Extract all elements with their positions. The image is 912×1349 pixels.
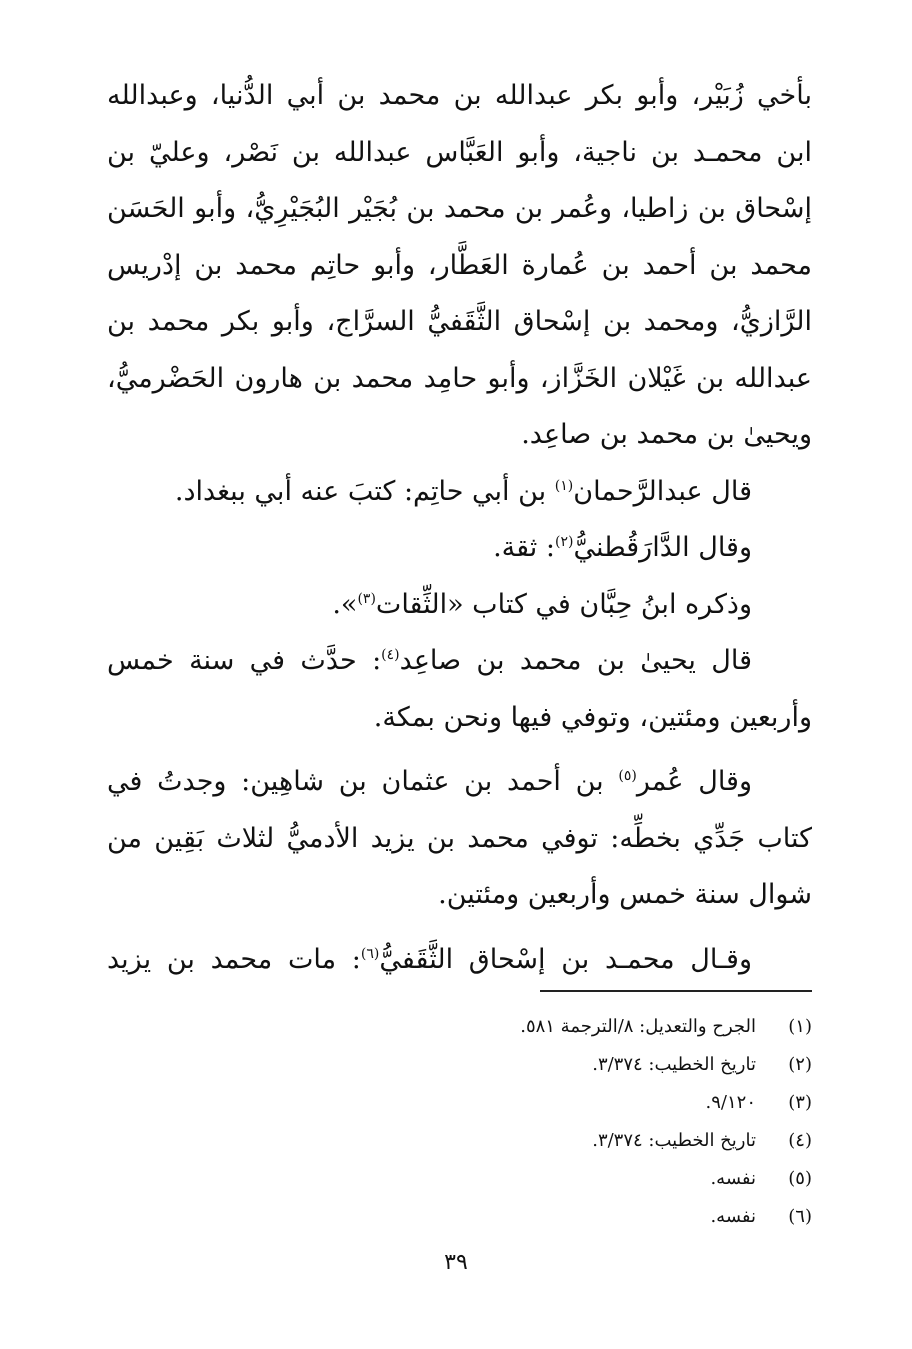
quote-text: وقال عُمر [636, 766, 752, 797]
body-line: ابن محمـد بن ناجية، وأبو العَبَّاس عبدالله بن نَصْر، وعليّ بن [107, 136, 812, 168]
quote-line: وأربعين ومئتين، وتوفي فيها ونحن بمكة. [373, 701, 812, 733]
quote-text: وذكره ابنُ حِبَّان في كتاب «الثِّقات [375, 588, 752, 620]
footnote-ref: (٥) [618, 768, 637, 784]
footnote [312, 1084, 812, 1122]
footnote [312, 1046, 812, 1084]
quote-line: شوال سنة خمس وأربعين ومئتين. [438, 879, 812, 910]
quote-text: بن أبي حاتِم: كتبَ عنه أبي ببغداد. [174, 475, 555, 507]
quote-text: وقال الدَّارَقُطنيُّ [573, 532, 752, 563]
footnote [312, 1122, 812, 1160]
footnote-ref: (١) [554, 477, 574, 494]
footnote-number: (٢) [788, 1054, 812, 1075]
footnote-number: (٦) [788, 1206, 812, 1227]
main-text [107, 68, 812, 988]
quote-text: ». [332, 588, 358, 620]
footnote-number: (٥) [788, 1168, 812, 1189]
quote-paragraph [107, 754, 812, 811]
footnote-number: (١) [788, 1016, 812, 1037]
body-line: الرَّازيُّ، ومحمد بن إسْحاق الثَّقَفيُّ السرَّاج، وأبو بكر محمد بن [107, 306, 812, 337]
footnote-text: تاريخ الخطيب: ٣/٣٧٤. [592, 1054, 756, 1075]
body-line: بأخي زُبَيْر، وأبو بكر عبدالله بن محمد بن أبي الدُّنيا، وعبدالله [107, 80, 812, 111]
footnote-ref: (٣) [357, 590, 376, 607]
footnote-divider [540, 990, 812, 992]
page-number: ٣٩ [444, 1250, 468, 1275]
quote-text: : حدَّث في سنة خمس [107, 645, 382, 676]
footnote-number: (٣) [788, 1092, 812, 1113]
footnote [312, 1008, 812, 1046]
body-line: عبدالله بن غَيْلان الخَزَّاز، وأبو حامِد محمد بن هارون الحَضْرميُّ، [107, 362, 812, 394]
quote-text: قال عبدالرَّحمان [573, 475, 752, 507]
footnote-number: (٤) [788, 1130, 812, 1151]
footnote-ref: (٦) [360, 945, 380, 962]
footnote-text: تاريخ الخطيب: ٣/٣٧٤. [592, 1130, 756, 1151]
footnote-text: الجرح والتعديل: ٨/الترجمة ٥٨١. [520, 1016, 756, 1037]
body-line: ويحيىٰ بن محمد بن صاعِد. [521, 419, 812, 450]
footnotes [312, 1008, 812, 1236]
footnote-ref: (٤) [381, 647, 400, 663]
quote-paragraph [107, 932, 812, 989]
quote-text: قال يحيىٰ بن محمد بن صاعِد [399, 645, 752, 676]
body-line: إسْحاق بن زاطيا، وعُمر بن محمد بن بُجَيْر البُجَيْرِيُّ، وأبو الحَسَن [107, 193, 812, 224]
quote-text: بن أحمد بن عثمان بن شاهِين: وجدتُ في [107, 766, 619, 797]
quote-paragraph [107, 464, 812, 521]
footnote-text: ٩/١٢٠. [705, 1092, 756, 1113]
footnote [312, 1198, 812, 1236]
quote-paragraph [107, 520, 812, 577]
quote-text: وقـال محمـد بن إسْحاق الثَّقَفيُّ [379, 943, 753, 975]
footnote [312, 1160, 812, 1198]
quote-text: : ثقة. [493, 532, 555, 563]
quote-paragraph [107, 633, 812, 690]
quote-text: : مات محمد بن يزيد [107, 943, 361, 975]
footnote-text: نفسه. [710, 1168, 756, 1189]
footnote-ref: (٢) [555, 534, 574, 550]
body-line: محمد بن أحمد بن عُمارة العَطَّار، وأبو حاتِم محمد بن إدْريس [107, 249, 812, 281]
footnote-text: نفسه. [710, 1206, 756, 1227]
quote-paragraph [107, 577, 812, 634]
quote-line: كتاب جَدِّي بخطِّه: توفي محمد بن يزيد الأدميُّ لثلاث بَقِين من [107, 822, 812, 854]
